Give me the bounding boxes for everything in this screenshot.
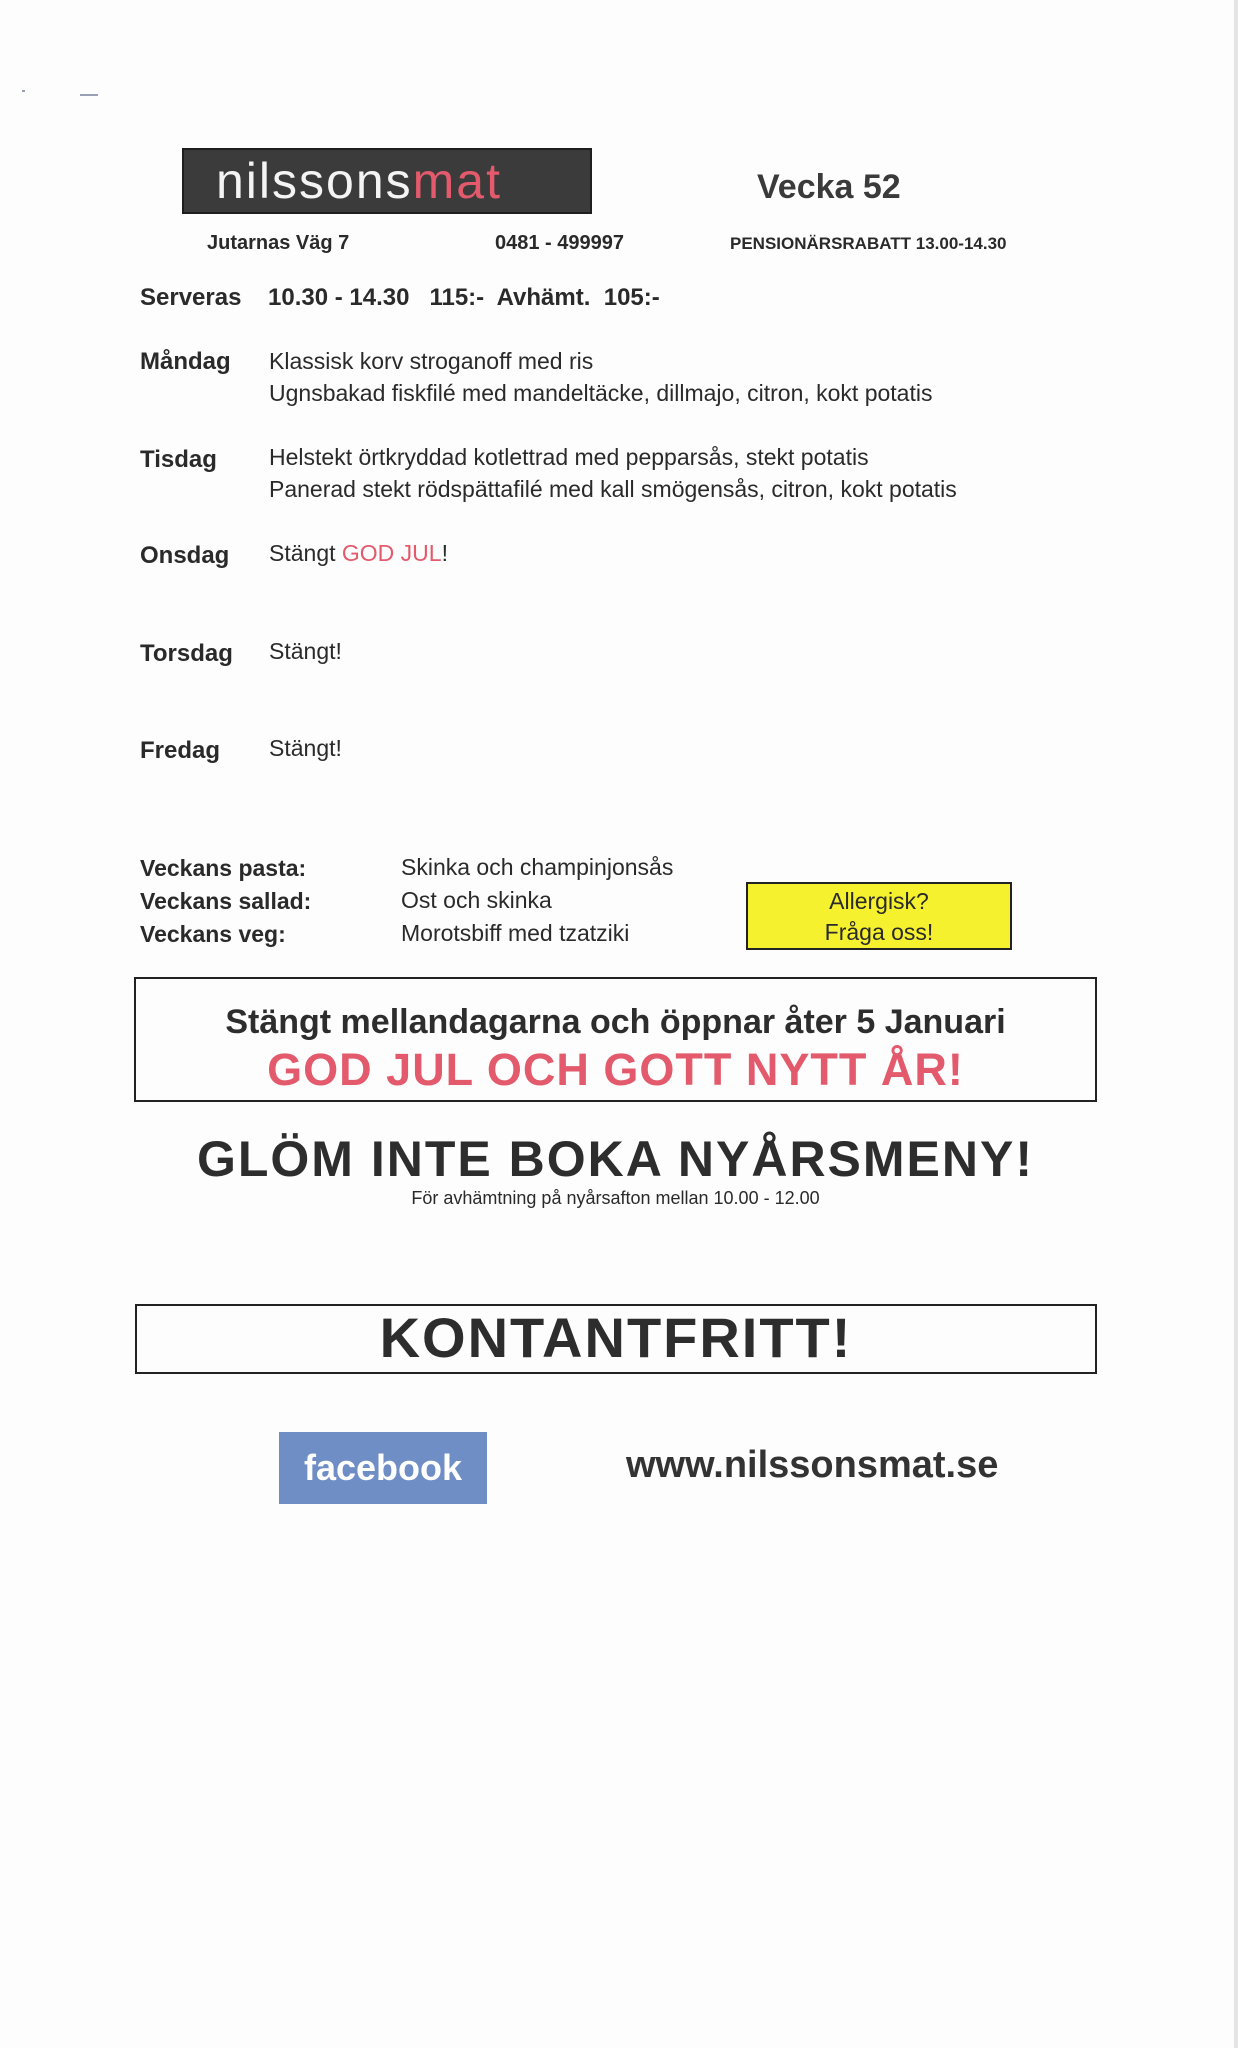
day-wednesday: Onsdag xyxy=(140,542,230,569)
weekly-pasta-label: Veckans pasta: xyxy=(140,855,307,881)
allergy-line-1: Allergisk? xyxy=(829,888,929,914)
closed-text: Stängt xyxy=(269,540,342,566)
newyear-headline: GLÖM INTE BOKA NYÅRSMENY! xyxy=(196,1131,1035,1187)
serving-label: Serveras xyxy=(140,284,242,311)
logo-text-accent: mat xyxy=(412,153,502,209)
weekly-values xyxy=(401,851,673,950)
allergy-line-2: Fråga oss! xyxy=(824,919,934,945)
logo-text-main: nilssons xyxy=(216,153,413,209)
weekly-labels xyxy=(140,852,311,951)
weekly-salad-label: Veckans sallad: xyxy=(140,888,312,914)
weekly-pasta: Skinka och champinjonsås xyxy=(401,854,674,880)
pensioner-discount: PENSIONÄRSRABATT 13.00-14.30 xyxy=(730,234,1007,253)
menu-tuesday xyxy=(269,441,957,505)
menu-line: Klassisk korv stroganoff med ris xyxy=(269,348,594,374)
menu-monday xyxy=(269,345,932,409)
weekly-salad: Ost och skinka xyxy=(401,887,552,913)
page-edge xyxy=(1234,0,1238,2048)
serving-info: 10.30 - 14.30 115:- Avhämt. 105:- xyxy=(268,284,660,311)
menu-thursday: Stängt! xyxy=(269,638,342,664)
menu-line: Helstekt örtkryddad kotlettrad med pepparsås, stekt potatis xyxy=(269,444,869,470)
menu-line: Ugnsbakad fiskfilé med mandeltäcke, dillmajo, citron, kokt potatis xyxy=(269,380,933,406)
newyear-pickup-info: För avhämtning på nyårsafton mellan 10.00 - 12.00 xyxy=(411,1188,820,1208)
logo xyxy=(182,148,592,214)
website-url[interactable]: www.nilssonsmat.se xyxy=(626,1444,999,1486)
menu-wednesday xyxy=(269,537,448,569)
menu-friday: Stängt! xyxy=(269,735,342,761)
day-monday: Måndag xyxy=(140,348,231,375)
week-number: Vecka 52 xyxy=(757,168,901,206)
closed-notice-box xyxy=(134,977,1097,1102)
weekly-veg: Morotsbiff med tzatziki xyxy=(401,920,630,946)
facebook-logo[interactable]: facebook xyxy=(279,1432,487,1504)
closed-notice-text: Stängt mellandagarna och öppnar åter 5 Januari xyxy=(225,1003,1006,1041)
exclamation: ! xyxy=(441,540,448,566)
day-friday: Fredag xyxy=(140,737,221,764)
cashless-notice: KONTANTFRITT! xyxy=(135,1304,1097,1374)
phone-number: 0481 - 499997 xyxy=(495,232,625,254)
day-thursday: Torsdag xyxy=(140,640,233,667)
scan-speck xyxy=(22,90,25,92)
menu-line: Panerad stekt rödspättafilé med kall smögensås, citron, kokt potatis xyxy=(269,476,957,502)
weekly-veg-label: Veckans veg: xyxy=(140,921,286,947)
scan-speck xyxy=(80,94,98,96)
allergy-notice xyxy=(746,882,1012,950)
address: Jutarnas Väg 7 xyxy=(207,232,350,254)
god-jul-text: GOD JUL xyxy=(341,540,442,566)
holiday-greeting: GOD JUL OCH GOTT NYTT ÅR! xyxy=(267,1044,964,1095)
day-tuesday: Tisdag xyxy=(140,446,217,473)
